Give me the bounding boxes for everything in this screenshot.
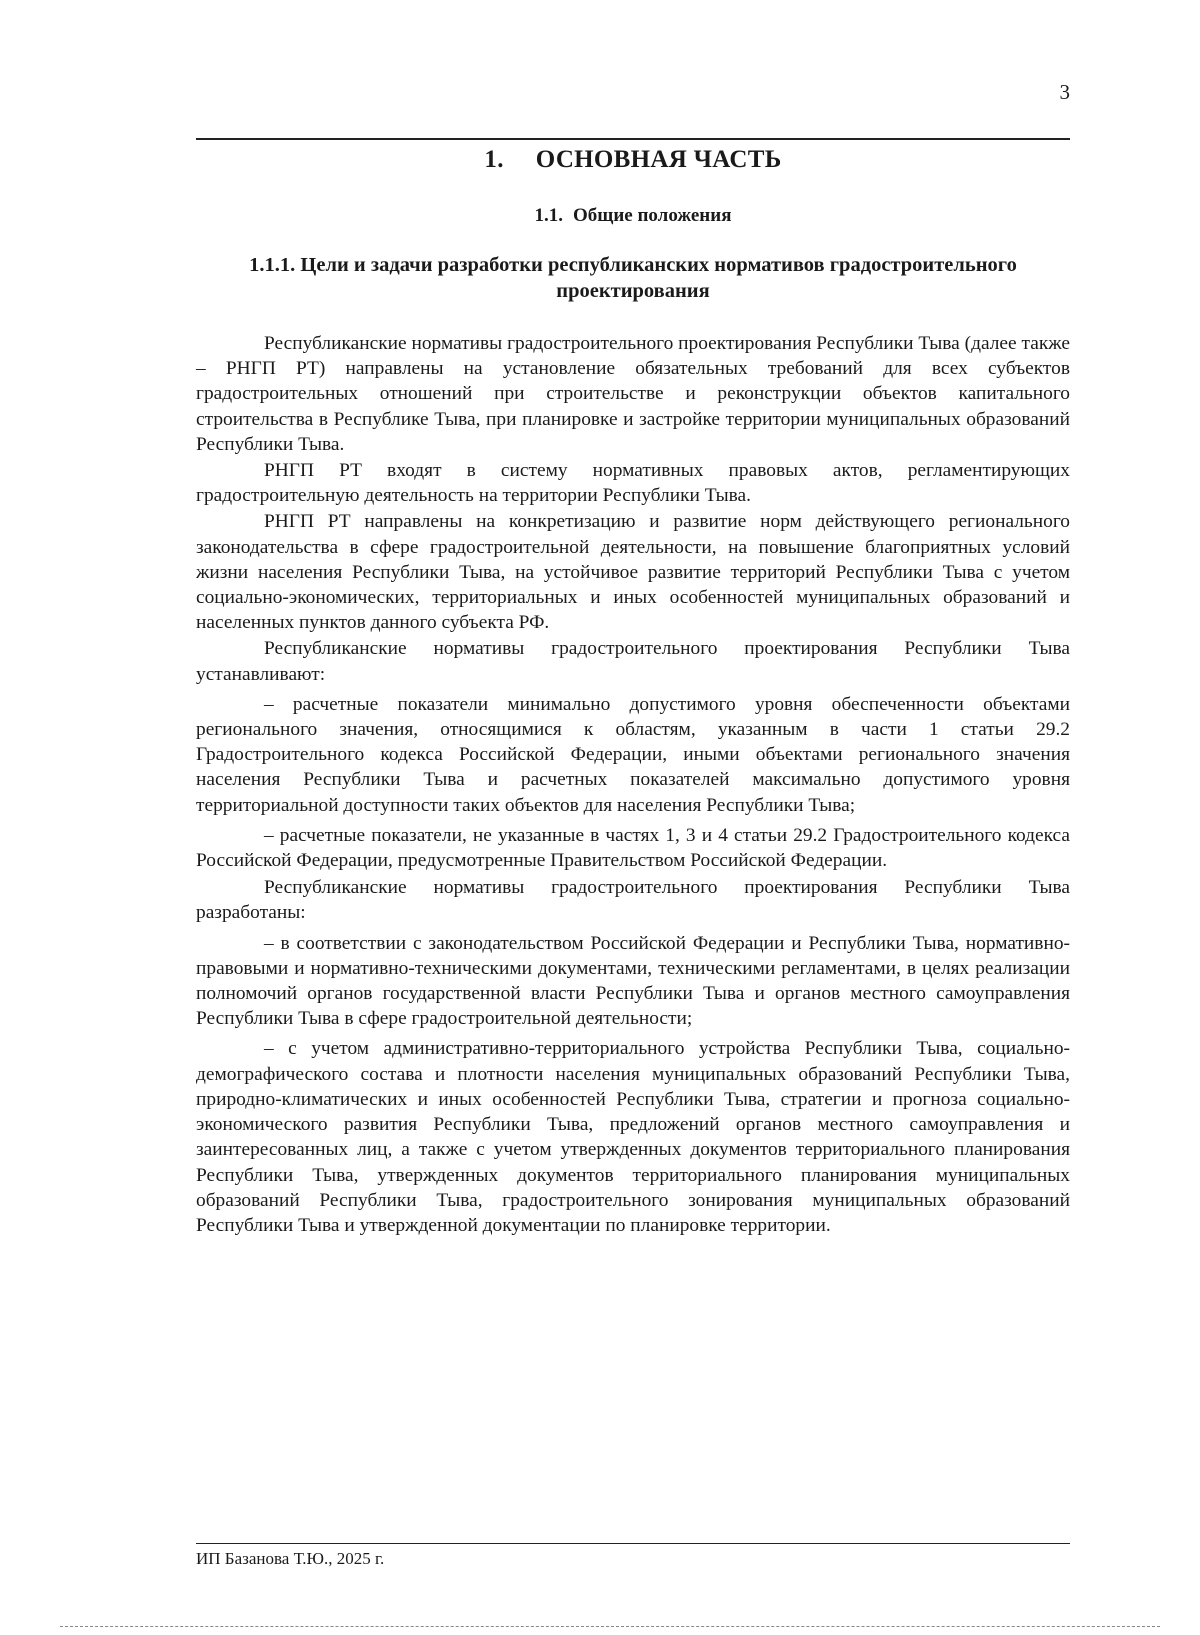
- footer-rule: [196, 1543, 1070, 1544]
- subsection-title: Общие положения: [573, 205, 732, 226]
- paragraph-developed-intro: Республиканские нормативы градостроительного проектирования Республики Тыва разработаны:: [196, 877, 1070, 924]
- subsubsection-heading: 1.1.1. Цели и задачи разработки республиканских нормативов градостроительного проектирования: [249, 254, 1017, 302]
- list-item-developed-1: – в соответствии с законодательством Российской Федерации и Республики Тыва, нормативно-правовыми и нормативно-техническими документами, техническими регламентами, в целях реализации полномочий органов государственной власти Республики Тыва и органов местного самоуправления Республики Тыва в сфере градостроительной деятельности;: [196, 932, 1070, 1030]
- footer-text: ИП Базанова Т.Ю., 2025 г.: [196, 1549, 385, 1568]
- paragraph-establish-intro: Республиканские нормативы градостроительного проектирования Республики Тыва устанавливают:: [196, 638, 1070, 685]
- paragraph-system: РНГП РТ входят в систему нормативных правовых актов, регламентирующих градостроительную деятельность на территории Республики Тыва.: [196, 460, 1070, 507]
- page-number: 3: [1059, 80, 1070, 104]
- paragraph-direction: РНГП РТ направлены на конкретизацию и развитие норм действующего регионального законодательства в сфере градостроительной деятельности, на повышение благоприятных условий жизни населения Республики Тыва, на устойчивое развитие территорий Республики Тыва с учетом социально-экономических, территориальных и иных особенностей муниципальных образований и населенных пунктов данного субъекта РФ.: [196, 511, 1070, 634]
- scan-edge-line: [60, 1626, 1160, 1627]
- header-rule: [196, 138, 1070, 140]
- subsection-number: 1.1.: [534, 205, 564, 226]
- list-item-developed-2: – с учетом административно-территориального устройства Республики Тыва, социально-демографического состава и плотности населения муниципальных образований Республики Тыва, природно-климатических и иных особенностей Республики Тыва, стратегии и прогноза социально-экономического развития Республики Тыва, предложений органов местного самоуправления и заинтересованных лиц, а также с учетом утвержденных документов территориального планирования Республики Тыва, утвержденных документов территориального планирования муниципальных образований Республики Тыва, градостроительного зонирования муниципальных образований Республики Тыва и утвержденной документации по планировке территории.: [196, 1038, 1070, 1236]
- section-heading: [196, 146, 1070, 174]
- list-item-establish-2: – расчетные показатели, не указанные в частях 1, 3 и 4 статьи 29.2 Градостроительного кодекса Российской Федерации, предусмотренные Правительством Российской Федерации.: [196, 824, 1070, 872]
- section-number: 1.: [484, 146, 504, 173]
- document-body: [196, 331, 1070, 1240]
- subsection-heading: [196, 205, 1070, 227]
- paragraph-goals: Республиканские нормативы градостроительного проектирования Республики Тыва (далее также – РНГП РТ) направлены на установление обязательных требований для всех субъектов градостроительных отношений при строительстве и реконструкции объектов капитального строительства в Республике Тыва, при планировке и застройке территории муниципальных образований Республики Тыва.: [196, 333, 1070, 455]
- list-item-establish-1: – расчетные показатели минимально допустимого уровня обеспеченности объектами регионального значения, относящимися к областям, указанным в части 1 статьи 29.2 Градостроительного кодекса Российской Федерации, иными объектами регионального значения населения Республики Тыва и расчетных показателей максимально допустимого уровня территориальной доступности таких объектов для населения Республики Тыва;: [196, 693, 1070, 816]
- section-title: ОСНОВНАЯ ЧАСТЬ: [535, 146, 782, 173]
